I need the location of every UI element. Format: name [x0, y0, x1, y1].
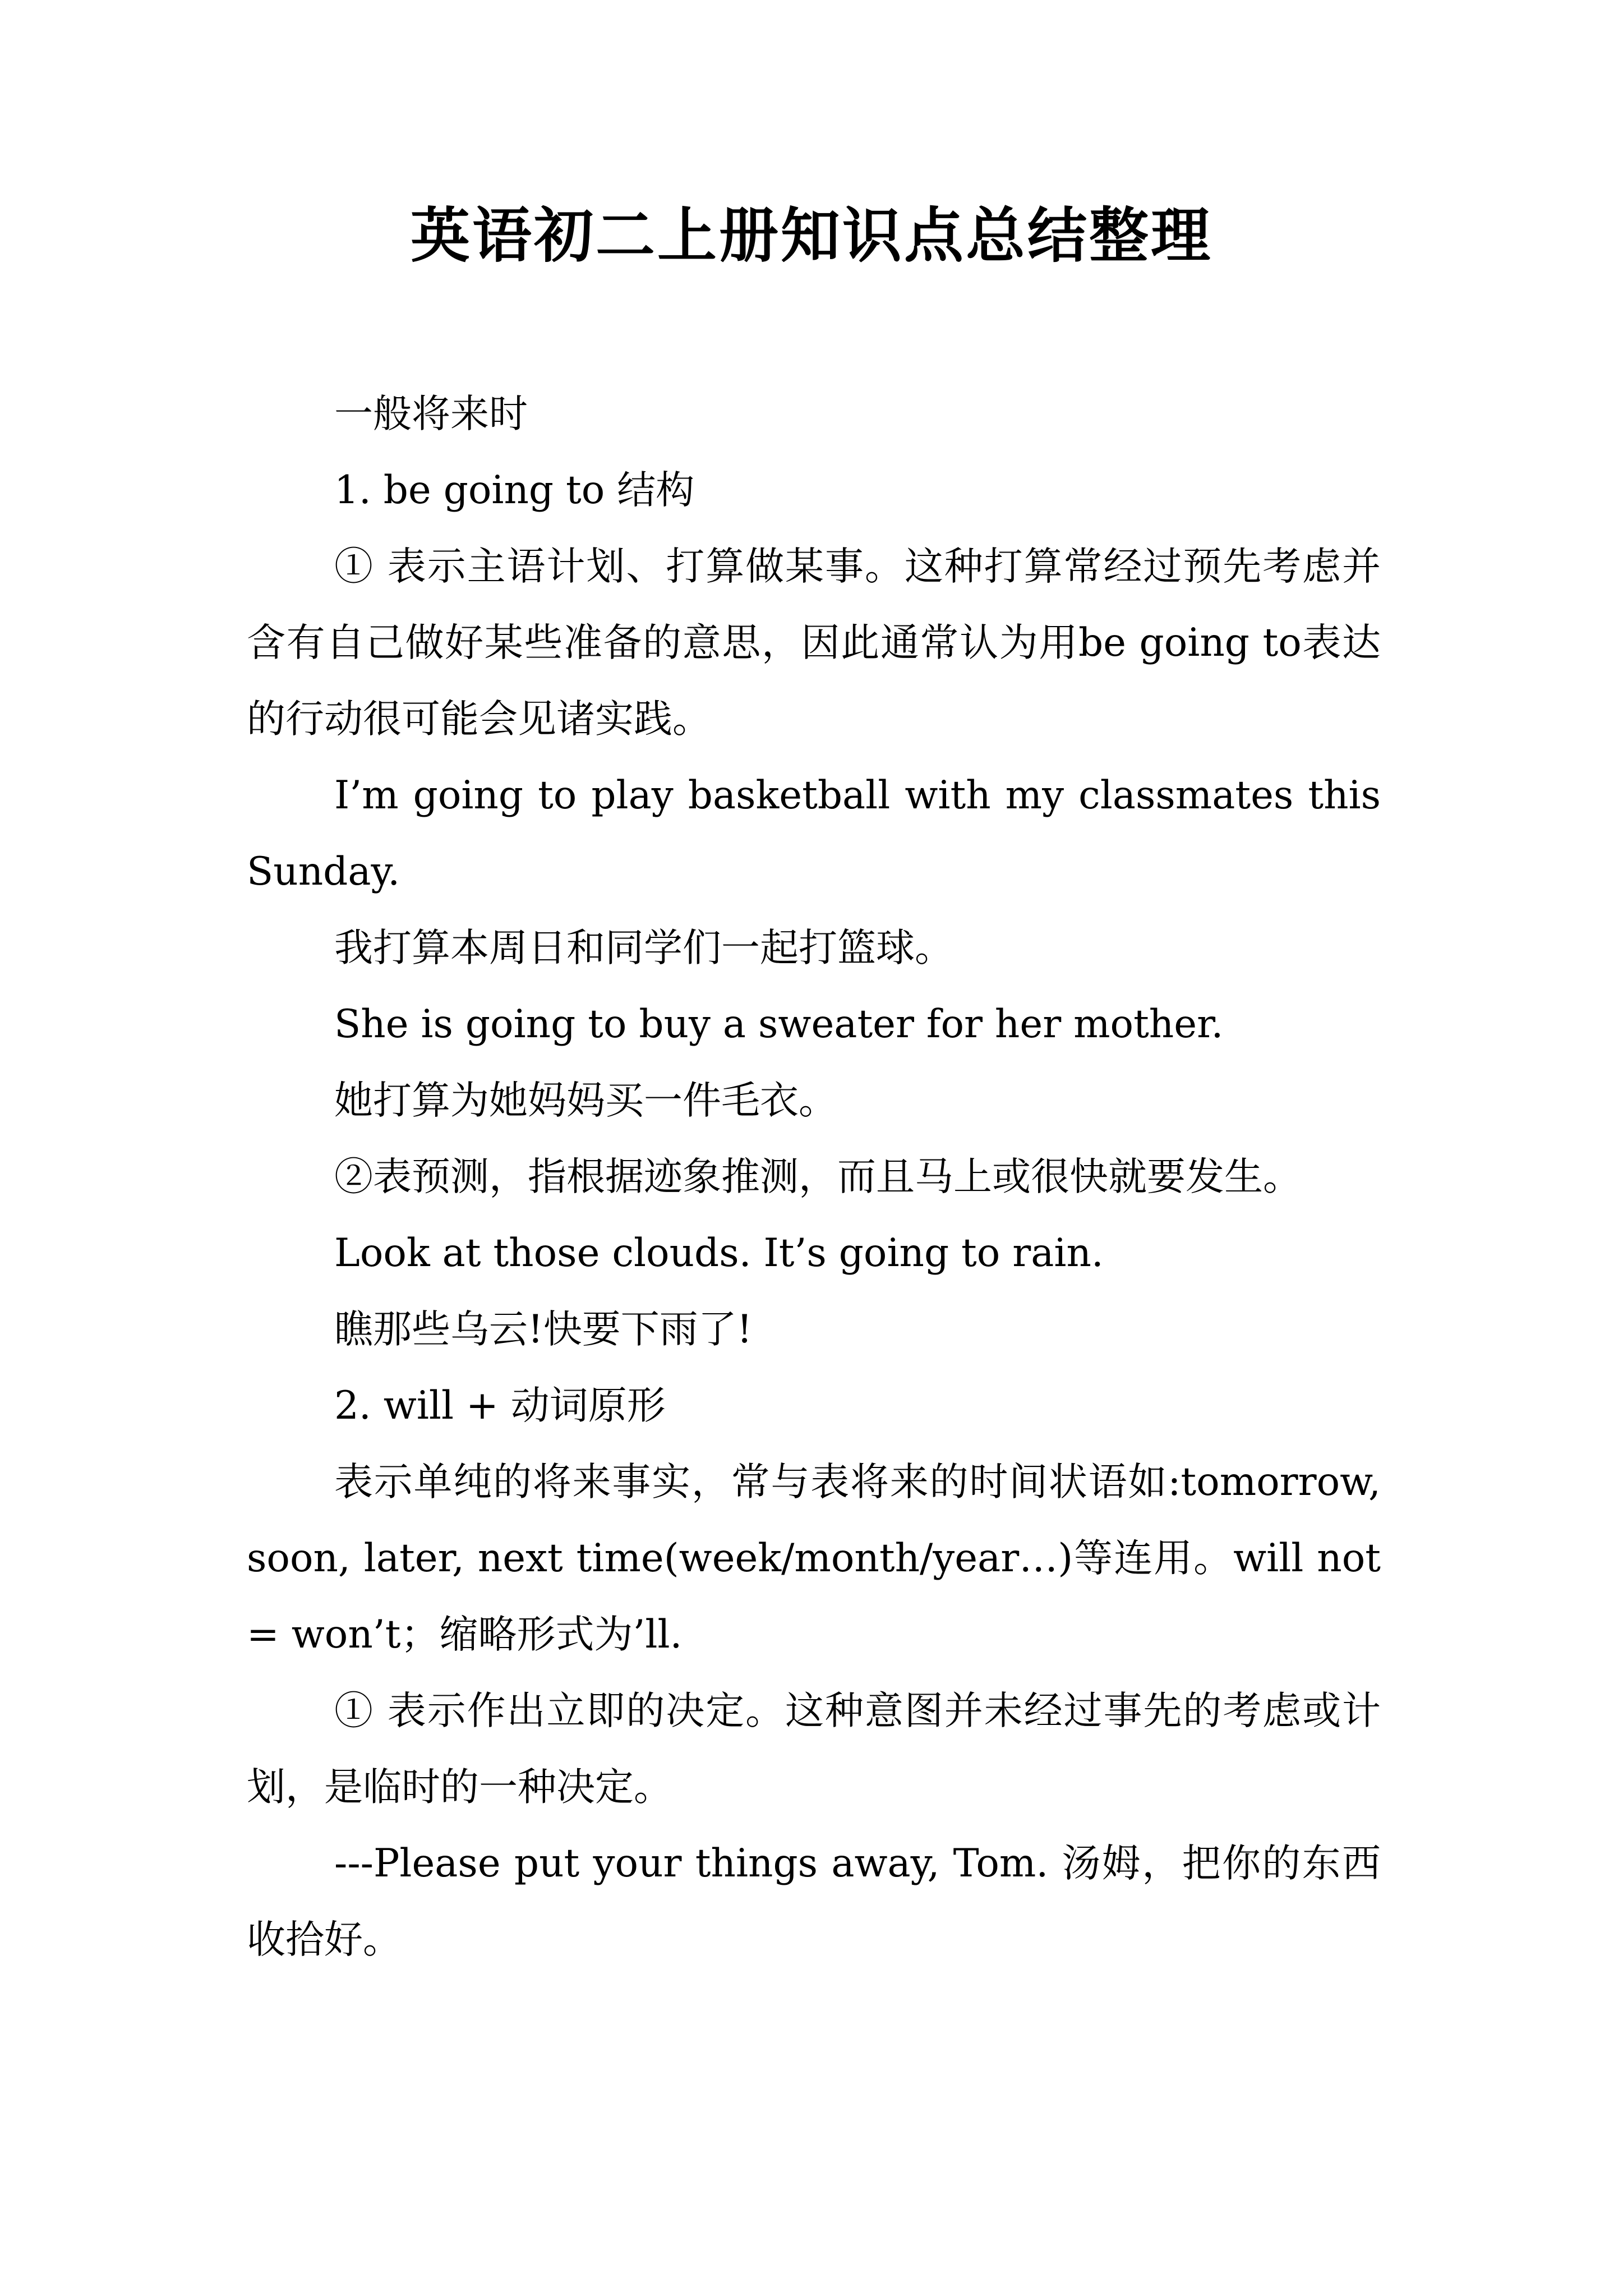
document-title: 英语初二上册知识点总结整理	[411, 200, 1212, 270]
paragraph-will-usage-1: ① 表示作出立即的决定。这种意图并未经过事先的考虑或计划，是临时的一种决定。	[247, 1688, 1381, 1810]
document-body	[247, 376, 1381, 1978]
paragraph-usage-1: ① 表示主语计划、打算做某事。这种打算常经过预先考虑并含有自己做好某些准备的意思，因此通常认为用be going to表达的行动很可能会见诸实践。	[247, 544, 1381, 742]
paragraph-will-description: 表示单纯的将来事实，常与表将来的时间状语如:tomorrow, soon, later, next time(week/month/year…)等连用。will not = won’t；缩略形式为’ll.	[247, 1460, 1381, 1657]
subheading-be-going-to: 1. be going to 结构	[334, 468, 695, 513]
section-heading-simple-future: 一般将来时	[334, 392, 528, 436]
subheading-will: 2. will + 动词原形	[334, 1383, 666, 1428]
example-sentence-en-1: I’m going to play basketball with my classmates this Sunday.	[247, 773, 1381, 894]
example-sentence-zh-1: 我打算本周日和同学们一起打篮球。	[334, 926, 953, 970]
example-sentence-zh-2: 她打算为她妈妈买一件毛衣。	[334, 1078, 837, 1123]
example-dialogue-line-1: ---Please put your things away, Tom. 汤姆，把你的东西收拾好。	[247, 1841, 1381, 1962]
example-sentence-zh-3: 瞧那些乌云!快要下雨了!	[334, 1307, 753, 1352]
paragraph-usage-2: ②表预测，指根据迹象推测，而且马上或很快就要发生。	[334, 1154, 1302, 1199]
example-sentence-en-3: Look at those clouds. It’s going to rain.	[334, 1231, 1104, 1276]
example-sentence-en-2: She is going to buy a sweater for her mother.	[334, 1002, 1224, 1047]
